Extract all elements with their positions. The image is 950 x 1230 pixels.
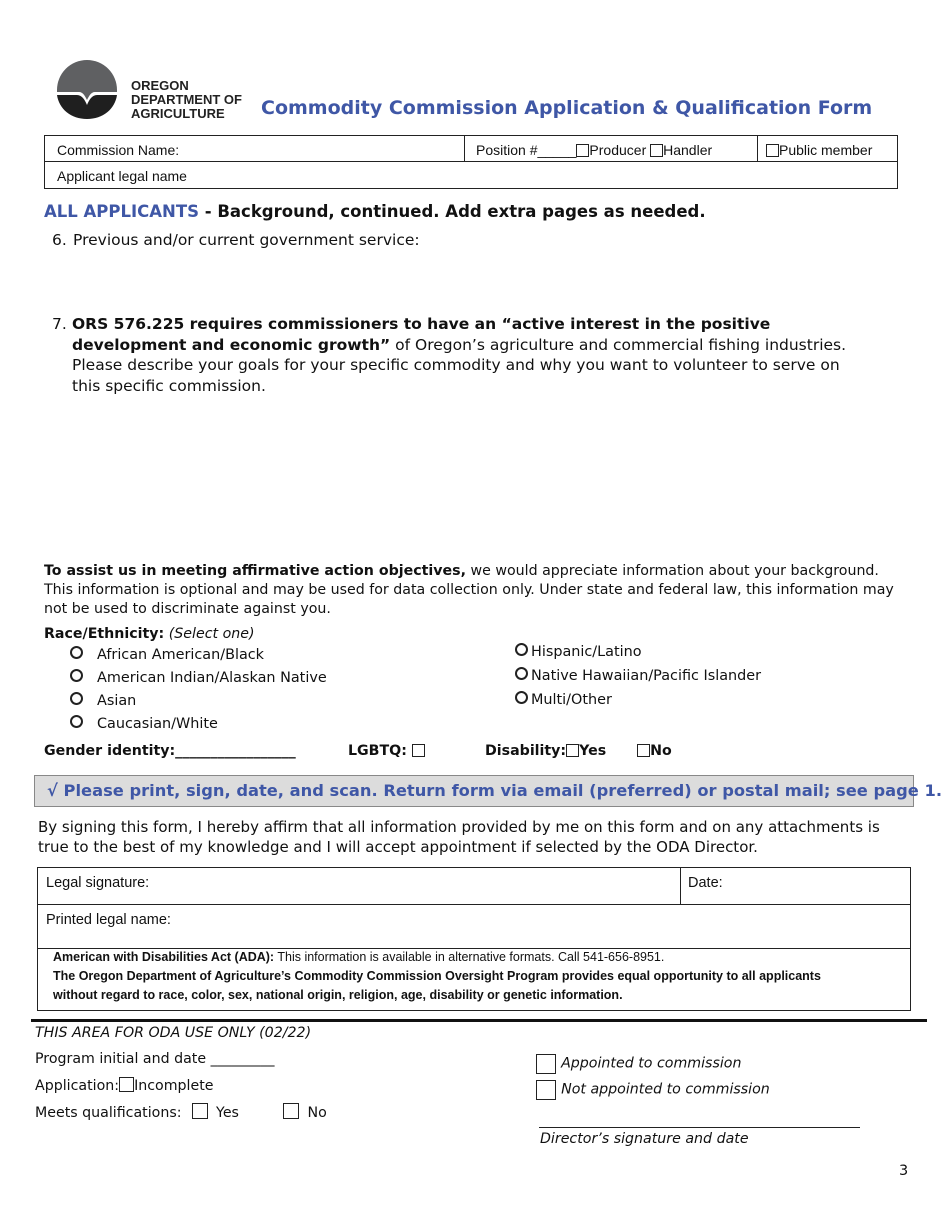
- race-label: Race/Ethnicity:: [44, 626, 165, 642]
- position-field[interactable]: [476, 142, 712, 158]
- race-option-label: Hispanic/Latino: [531, 644, 642, 660]
- meets-no-checkbox[interactable]: [283, 1103, 299, 1119]
- logo-line-1: OREGON: [131, 78, 189, 93]
- disability-no-checkbox[interactable]: [637, 744, 650, 757]
- race-option-label: Native Hawaiian/Pacific Islander: [531, 668, 762, 684]
- section-heading: [44, 202, 706, 221]
- question-6-text: Previous and/or current government service:: [73, 231, 420, 249]
- disability-field[interactable]: [485, 743, 672, 759]
- meets-no-label: No: [307, 1105, 327, 1121]
- race-option-label: American Indian/Alaskan Native: [97, 670, 327, 686]
- ada-rest: This information is available in alternative formats. Call 541-656-8951.: [274, 950, 665, 964]
- disability-yes-checkbox[interactable]: [566, 744, 579, 757]
- lgbtq-checkbox[interactable]: [412, 744, 425, 757]
- race-option-label: Multi/Other: [531, 692, 612, 708]
- incomplete-checkbox[interactable]: [119, 1077, 134, 1092]
- race-option[interactable]: [515, 643, 642, 660]
- program-initial-field[interactable]: Program initial and date _________: [35, 1051, 275, 1067]
- logo-line-2: DEPARTMENT OF: [131, 92, 242, 107]
- printed-name-field[interactable]: Printed legal name:: [46, 912, 171, 928]
- gender-identity-field[interactable]: Gender identity:_________________: [44, 743, 296, 759]
- director-signature-label: Director’s signature and date: [540, 1131, 749, 1147]
- application-field[interactable]: [35, 1077, 214, 1094]
- race-option-label: African American/Black: [97, 647, 265, 663]
- producer-label: Producer: [589, 142, 647, 158]
- not-appointed-label: Not appointed to commission: [561, 1081, 770, 1098]
- question-7-bold: ORS 576.225 requires commissioners to have an “active interest in the positive development and economic growth”: [72, 315, 771, 354]
- lgbtq-field[interactable]: [348, 743, 425, 759]
- meets-yes-checkbox[interactable]: [192, 1103, 208, 1119]
- affirmative-rest: we would appreciate information about your background. This information is optional and may be used for data collection only. Under state and federal law, this information may not be used to discriminate against you.: [44, 563, 894, 617]
- question-7-answer-area[interactable]: [72, 378, 892, 548]
- affirmative-action-text: [44, 562, 894, 619]
- race-option-label: Asian: [97, 693, 137, 709]
- oda-use-heading: THIS AREA FOR ODA USE ONLY (02/22): [35, 1025, 312, 1041]
- section-divider: [31, 1019, 927, 1022]
- race-option[interactable]: [515, 667, 761, 684]
- incomplete-label: Incomplete: [134, 1078, 214, 1094]
- ada-bold: American with Disabilities Act (ADA):: [53, 950, 275, 964]
- question-6-number: 6.: [52, 231, 67, 249]
- public-member-label: Public member: [779, 142, 873, 158]
- meets-label: Meets qualifications:: [35, 1105, 182, 1121]
- handler-checkbox[interactable]: [650, 144, 663, 157]
- question-7-number: 7.: [52, 315, 67, 333]
- applicant-legal-name-label[interactable]: Applicant legal name: [57, 168, 187, 184]
- affirmation-statement: By signing this form, I hereby affirm that all information provided by me on this form and on any attachments is true to the best of my knowledge and I will accept appointment if selected by the ODA Director.: [38, 818, 880, 856]
- disability-label: Disability:: [485, 743, 567, 759]
- oda-logo-icon: [55, 60, 119, 120]
- question-6-answer-area[interactable]: [73, 254, 893, 306]
- handler-label: Handler: [663, 142, 713, 158]
- page-number: 3: [899, 1163, 909, 1179]
- appointed-checkbox[interactable]: [536, 1054, 556, 1074]
- race-option[interactable]: [515, 691, 612, 708]
- commission-name-label[interactable]: Commission Name:: [57, 142, 180, 158]
- race-radio[interactable]: [70, 669, 83, 682]
- logo-line-3: AGRICULTURE: [131, 106, 225, 121]
- race-radio[interactable]: [515, 643, 528, 656]
- race-radio[interactable]: [515, 691, 528, 704]
- appointed-option[interactable]: [536, 1053, 741, 1074]
- not-appointed-checkbox[interactable]: [536, 1080, 556, 1100]
- section-heading-accent: ALL APPLICANTS: [44, 202, 199, 221]
- race-radio[interactable]: [70, 646, 83, 659]
- public-member-checkbox[interactable]: [766, 144, 779, 157]
- legal-signature-field[interactable]: Legal signature:: [46, 875, 150, 891]
- public-member-field[interactable]: [766, 142, 872, 158]
- race-option-label: Caucasian/White: [97, 716, 218, 732]
- producer-checkbox[interactable]: [576, 144, 589, 157]
- race-hint: (Select one): [168, 626, 255, 642]
- race-radio[interactable]: [70, 692, 83, 705]
- form-title: Commodity Commission Application & Qualification Form: [261, 97, 873, 119]
- race-radio[interactable]: [515, 667, 528, 680]
- affirmative-bold: To assist us in meeting affirmative action objectives,: [44, 563, 466, 579]
- date-field[interactable]: Date:: [688, 875, 723, 891]
- return-instructions-banner: √ Please print, sign, date, and scan. Return form via email (preferred) or postal mail; see page 1.: [34, 775, 914, 807]
- race-radio[interactable]: [70, 715, 83, 728]
- logo-text: [131, 79, 242, 121]
- position-label: Position #_____: [476, 142, 577, 158]
- ada-notice: [53, 948, 903, 1005]
- race-option[interactable]: [70, 669, 327, 686]
- meets-qualifications-field[interactable]: [35, 1103, 327, 1121]
- disability-yes-label: Yes: [579, 743, 607, 759]
- race-option[interactable]: [70, 646, 264, 663]
- section-heading-rest: - Background, continued. Add extra pages as needed.: [198, 202, 706, 221]
- race-label-row: [44, 626, 255, 642]
- ada-line: [53, 948, 903, 967]
- not-appointed-option[interactable]: [536, 1079, 770, 1100]
- race-option[interactable]: [70, 715, 218, 732]
- question-7-rest: of Oregon’s agriculture and commercial fishing industries. Please describe your goals for your specific commodity and why you want to volunteer to serve on this specific commission.: [72, 335, 847, 395]
- disability-no-label: No: [650, 743, 672, 759]
- race-option[interactable]: [70, 692, 136, 709]
- application-label: Application:: [35, 1078, 120, 1094]
- appointed-label: Appointed to commission: [561, 1055, 742, 1072]
- meets-yes-label: Yes: [216, 1105, 239, 1121]
- lgbtq-label: LGBTQ:: [348, 743, 407, 759]
- equal-opportunity-notice: The Oregon Department of Agriculture’s Commodity Commission Oversight Program provides equal opportunity to all applicants without regard to race, color, sex, national origin, religion, age, disability or genetic information.: [53, 969, 821, 1002]
- director-signature-line[interactable]: [539, 1127, 860, 1128]
- oda-logo: [55, 60, 119, 120]
